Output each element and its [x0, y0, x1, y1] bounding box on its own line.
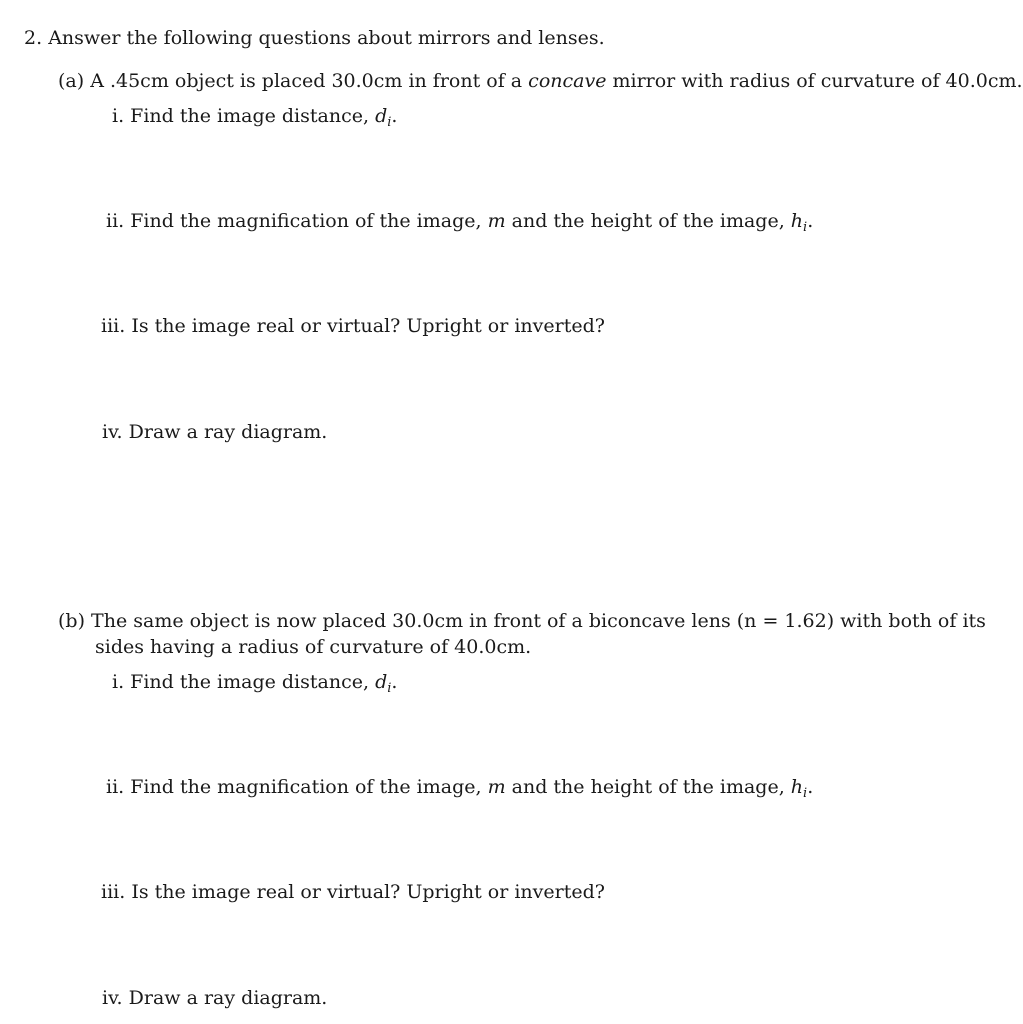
- part-a-item-iii: [101, 314, 605, 338]
- item-number: iv.: [102, 421, 123, 443]
- math-variable: h: [790, 776, 804, 798]
- item-text: Draw a ray diagram.: [128, 421, 328, 443]
- item-text-mid: and the height of the image,: [511, 210, 785, 232]
- math-subscript: i: [387, 681, 392, 696]
- part-a-emphasis: concave: [528, 70, 607, 92]
- item-text: Draw a ray diagram.: [128, 987, 328, 1009]
- math-variable: d: [375, 671, 388, 693]
- part-a-item-iv: [102, 420, 327, 444]
- math-variable: d: [375, 105, 388, 127]
- part-b-text-line1: The same object is now placed 30.0cm in front of a biconcave lens (n = 1.62) with both of its: [91, 610, 986, 632]
- question-number: 2.: [24, 27, 43, 49]
- part-b-item-iii: [101, 880, 605, 904]
- item-number: iii.: [101, 315, 126, 337]
- part-b-statement-line2: [95, 635, 531, 659]
- item-end: .: [391, 105, 398, 127]
- item-number: iv.: [102, 987, 123, 1009]
- math-variable: m: [487, 210, 506, 232]
- part-a-item-i: [112, 104, 397, 135]
- part-a-label: (a): [58, 70, 85, 92]
- item-number: i.: [112, 105, 125, 127]
- math-subscript: i: [803, 220, 808, 235]
- part-a-statement: [58, 69, 1023, 93]
- item-text: Find the magnification of the image,: [130, 776, 482, 798]
- part-b-item-iv: [102, 986, 327, 1010]
- math-variable: m: [487, 776, 506, 798]
- item-text: Find the image distance,: [130, 105, 370, 127]
- item-number: ii.: [106, 776, 125, 798]
- math-variable: h: [790, 210, 804, 232]
- part-b-text-line2: sides having a radius of curvature of 40.0cm.: [95, 636, 532, 658]
- item-end: .: [391, 671, 398, 693]
- part-a-text-after: mirror with radius of curvature of 40.0cm.: [612, 70, 1023, 92]
- math-subscript: i: [387, 115, 392, 130]
- question-intro: Answer the following questions about mirrors and lenses.: [48, 27, 605, 49]
- math-subscript: i: [803, 786, 808, 801]
- item-number: i.: [112, 671, 125, 693]
- item-number: ii.: [106, 210, 125, 232]
- item-number: iii.: [101, 881, 126, 903]
- item-text: Find the image distance,: [130, 671, 370, 693]
- item-text: Is the image real or virtual? Upright or inverted?: [131, 315, 605, 337]
- part-b-item-i: [112, 670, 397, 701]
- part-b-label: (b): [58, 610, 85, 632]
- part-b-statement-line1: [58, 609, 986, 633]
- item-text-mid: and the height of the image,: [511, 776, 785, 798]
- part-a-text-before: A .45cm object is placed 30.0cm in front of a: [90, 70, 523, 92]
- part-a-item-ii: [106, 209, 813, 240]
- item-text: Is the image real or virtual? Upright or inverted?: [131, 881, 605, 903]
- question-header: [24, 26, 605, 50]
- item-end: .: [807, 210, 814, 232]
- item-end: .: [807, 776, 814, 798]
- item-text: Find the magnification of the image,: [130, 210, 482, 232]
- part-b-item-ii: [106, 775, 813, 806]
